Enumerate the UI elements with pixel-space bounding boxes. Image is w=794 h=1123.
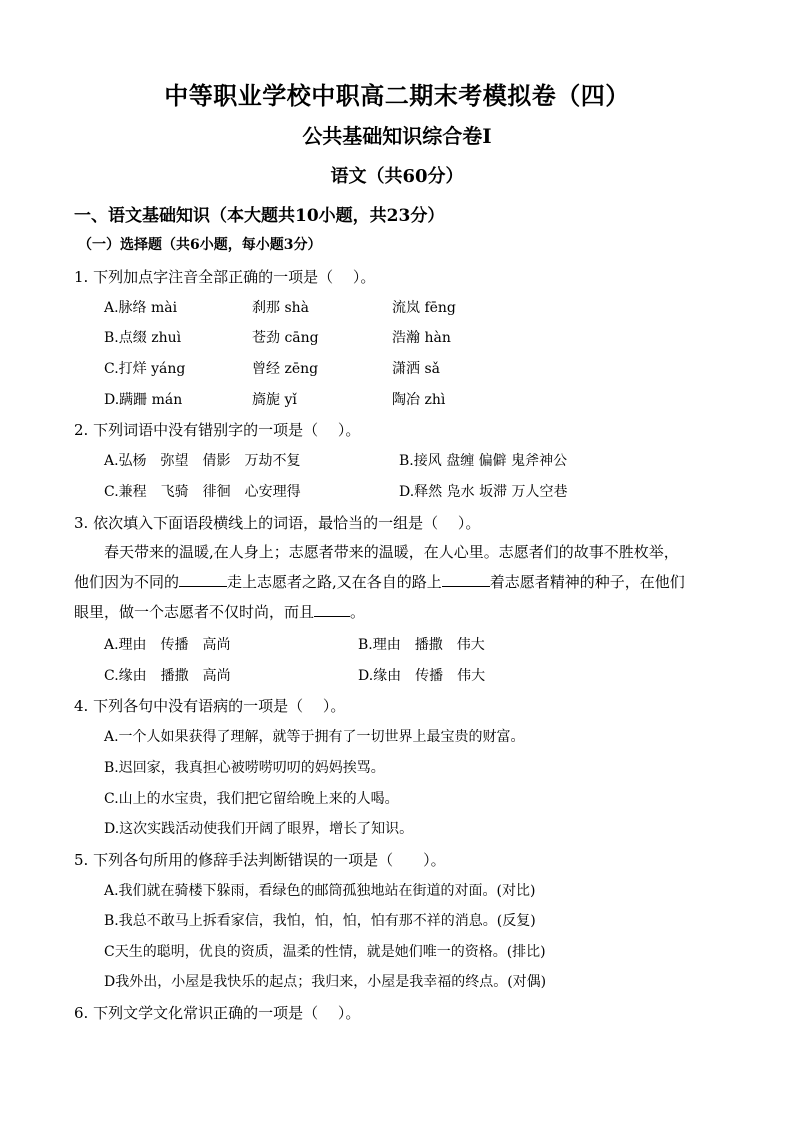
exam-title: 中等职业学校中职高二期末考模拟卷（四） — [164, 81, 630, 110]
q1-option-d-1: D.蹒跚 mán — [104, 392, 183, 408]
q1-option-c-2: 曾经 zēng — [252, 361, 319, 377]
q5-option-c: C天生的聪明，优良的资质，温柔的性情，就是她们唯一的资格。(排比) — [104, 944, 546, 960]
part-heading: （一）选择题（共6小题，每小题3分） — [78, 237, 322, 253]
q1-option-b-3: 浩瀚 hàn — [392, 330, 451, 346]
q1-option-a-2: 刹那 shà — [252, 300, 309, 316]
q1-option-a-3: 流岚 fēng — [392, 300, 456, 316]
q3-passage — [74, 537, 724, 627]
q1-option-d-3: 陶冶 zhì — [392, 392, 446, 408]
q1-option-b-2: 苍劲 cāng — [252, 330, 319, 346]
fill-blank-3[interactable] — [314, 602, 350, 617]
q1-option-d-2: 旖旎 yǐ — [252, 392, 297, 408]
q3-passage-line-3: 眼里，做一个志愿者不仅时尚，而且 。 — [74, 603, 366, 621]
q1-option-a-1: A.脉络 mài — [104, 300, 178, 316]
question-1-stem: 1. 下列加点字注音全部正确的一项是（ ）。 — [74, 268, 376, 286]
subject-heading: 语文（共60分） — [330, 166, 464, 187]
q2-option-d: D.释然 凫水 坂滞 万人空巷 — [399, 484, 568, 500]
q2-option-a: A.弘杨 弥望 倩影 万劫不复 — [104, 453, 301, 469]
question-6-stem: 6. 下列文学文化常识正确的一项是（ ）。 — [74, 1004, 361, 1022]
exam-subtitle: 公共基础知识综合卷Ⅰ — [302, 124, 492, 148]
q4-option-c: C.山上的水宝贵，我们把它留给晚上来的人喝。 — [104, 791, 399, 807]
q2-option-c: C.兼程 飞骑 徘徊 心安理得 — [104, 484, 301, 500]
q3-passage-line-2: 他们因为不同的 走上志愿者之路,又在各自的路上 着志愿者精神的种子，在他们 — [74, 573, 685, 591]
question-5-stem: 5. 下列各句所用的修辞手法判断错误的一项是（ ）。 — [74, 851, 446, 869]
q4-option-d: D.这次实践活动使我们开阔了眼界，增长了知识。 — [104, 821, 414, 837]
q4-option-a: A.一个人如果获得了理解，就等于拥有了一切世界上最宝贵的财富。 — [104, 729, 525, 745]
q3-option-a: A.理由 传播 高尚 — [104, 637, 231, 653]
question-3-stem: 3. 依次填入下面语段横线上的词语，最恰当的一组是（ ）。 — [74, 514, 481, 532]
question-4-stem: 4. 下列各句中没有语病的一项是（ ）。 — [74, 697, 346, 715]
q2-option-b: B.接风 盘缠 偏僻 鬼斧神公 — [399, 453, 568, 469]
fill-blank-2[interactable] — [442, 572, 490, 587]
q3-option-d: D.缘由 传播 伟大 — [358, 668, 486, 684]
q5-option-a: A.我们就在骑楼下躲雨，看绿色的邮筒孤独地站在街道的对面。(对比) — [104, 883, 536, 899]
section-heading: 一、语文基础知识（本大题共10小题，共23分） — [74, 206, 445, 226]
q3-option-b: B.理由 播撒 伟大 — [358, 637, 485, 653]
q1-option-b-1: B.点缀 zhuì — [104, 330, 182, 346]
q4-option-b: B.迟回家，我真担心被唠唠叨叨的妈妈挨骂。 — [104, 760, 385, 776]
q3-option-c: C.缘由 播撒 高尚 — [104, 668, 231, 684]
q5-option-d: D我外出，小屋是我快乐的起点；我归来，小屋是我幸福的终点。(对偶) — [104, 974, 547, 990]
q1-option-c-3: 潇洒 sǎ — [392, 361, 440, 377]
fill-blank-1[interactable] — [179, 572, 227, 587]
q1-option-c-1: C.打烊 yáng — [104, 361, 186, 377]
q3-passage-line-1: 春天带来的温暖,在人身上；志愿者带来的温暖，在人心里。志愿者们的故事不胜枚举， — [104, 543, 679, 561]
q5-option-b: B.我总不敢马上拆看家信，我怕，怕，怕，怕有那不祥的消息。(反复) — [104, 913, 536, 929]
question-2-stem: 2. 下列词语中没有错别字的一项是（ ）。 — [74, 421, 361, 439]
